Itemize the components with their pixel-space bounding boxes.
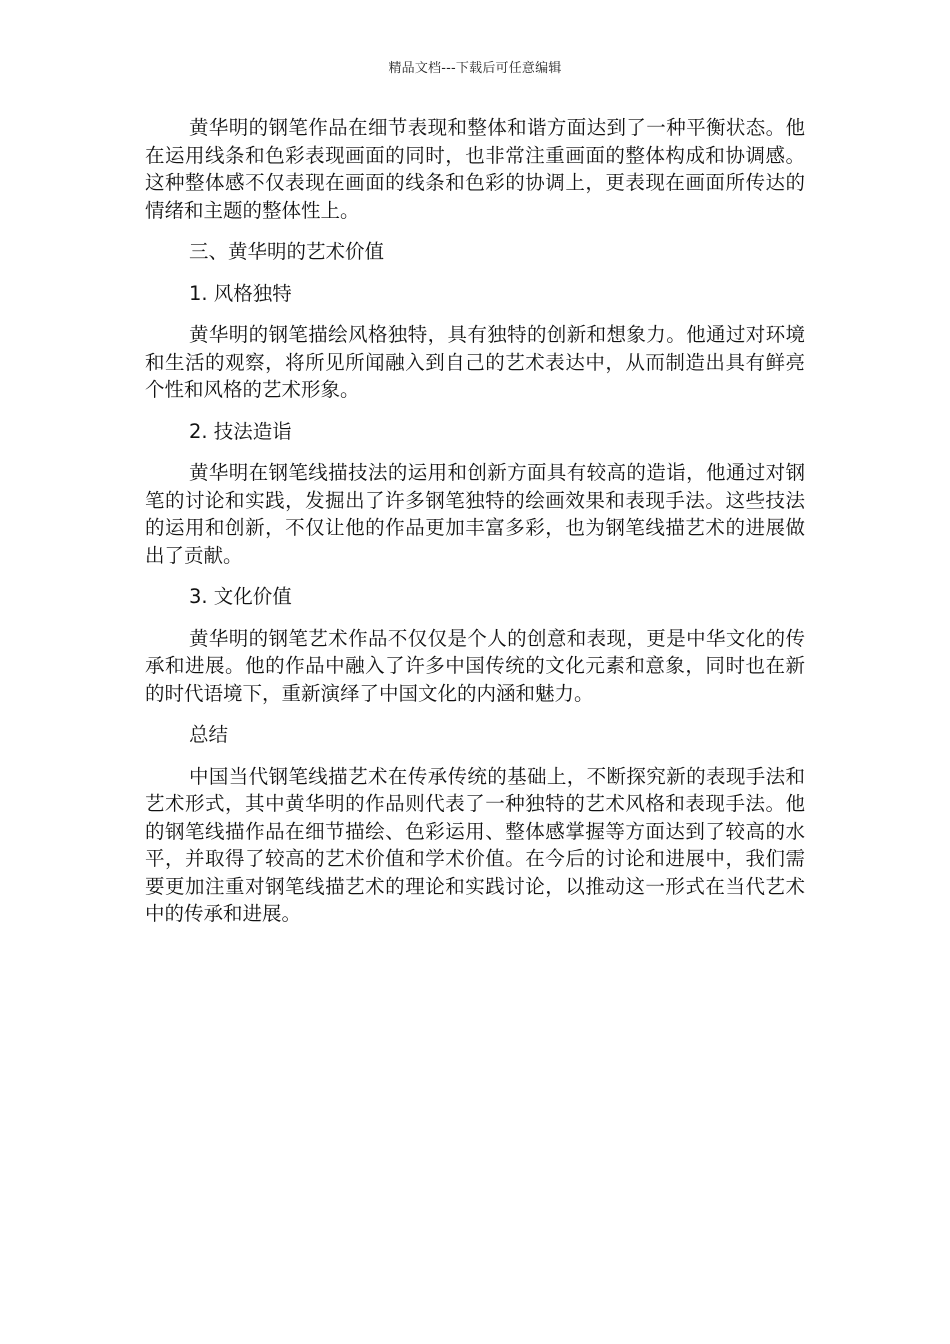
page-header: 精品文档---下载后可任意编辑: [388, 61, 562, 76]
section-heading-artistic-value: 三、黄华明的艺术价值: [189, 240, 385, 263]
paragraph-harmony: 黄华明的钢笔作品在细节表现和整体和谐方面达到了一种平衡状态。他在运用线条和色彩表现画面的同时，也非常注重画面的整体构成和协调感。这种整体感不仅表现在画面的线条和色彩的协调上，更表现在画面所传达的情绪和主题的整体性上。: [145, 116, 805, 222]
paragraph-unique-style: 黄华明的钢笔描绘风格独特，具有独特的创新和想象力。他通过对环境和生活的观察，将所见所闻融入到自己的艺术表达中，从而制造出具有鲜亮个性和风格的艺术形象。: [145, 323, 805, 401]
heading-summary: 总结: [189, 723, 229, 746]
document-body: [145, 114, 805, 942]
subheading-unique-style: 1. 风格独特: [189, 281, 292, 305]
paragraph-technique: 黄华明在钢笔线描技法的运用和创新方面具有较高的造诣，他通过对钢笔的讨论和实践，发掘出了许多钢笔独特的绘画效果和表现手法。这些技法的运用和创新，不仅让他的作品更加丰富多彩，也为钢笔线描艺术的进展做出了贡献。: [145, 461, 805, 567]
paragraph-summary: 中国当代钢笔线描艺术在传承传统的基础上，不断探究新的表现手法和艺术形式，其中黄华明的作品则代表了一种独特的艺术风格和表现手法。他的钢笔线描作品在细节描绘、色彩运用、整体感掌握等方面达到了较高的水平，并取得了较高的艺术价值和学术价值。在今后的讨论和进展中，我们需要更加注重对钢笔线描艺术的理论和实践讨论，以推动这一形式在当代艺术中的传承和进展。: [145, 764, 805, 925]
subheading-cultural-value: 3. 文化价值: [189, 585, 292, 608]
subheading-technique: 2. 技法造诣: [189, 419, 292, 443]
paragraph-cultural-value: 黄华明的钢笔艺术作品不仅仅是个人的创意和表现，更是中华文化的传承和进展。他的作品中融入了许多中国传统的文化元素和意象，同时也在新的时代语境下，重新演绎了中国文化的内涵和魅力。: [145, 626, 805, 705]
